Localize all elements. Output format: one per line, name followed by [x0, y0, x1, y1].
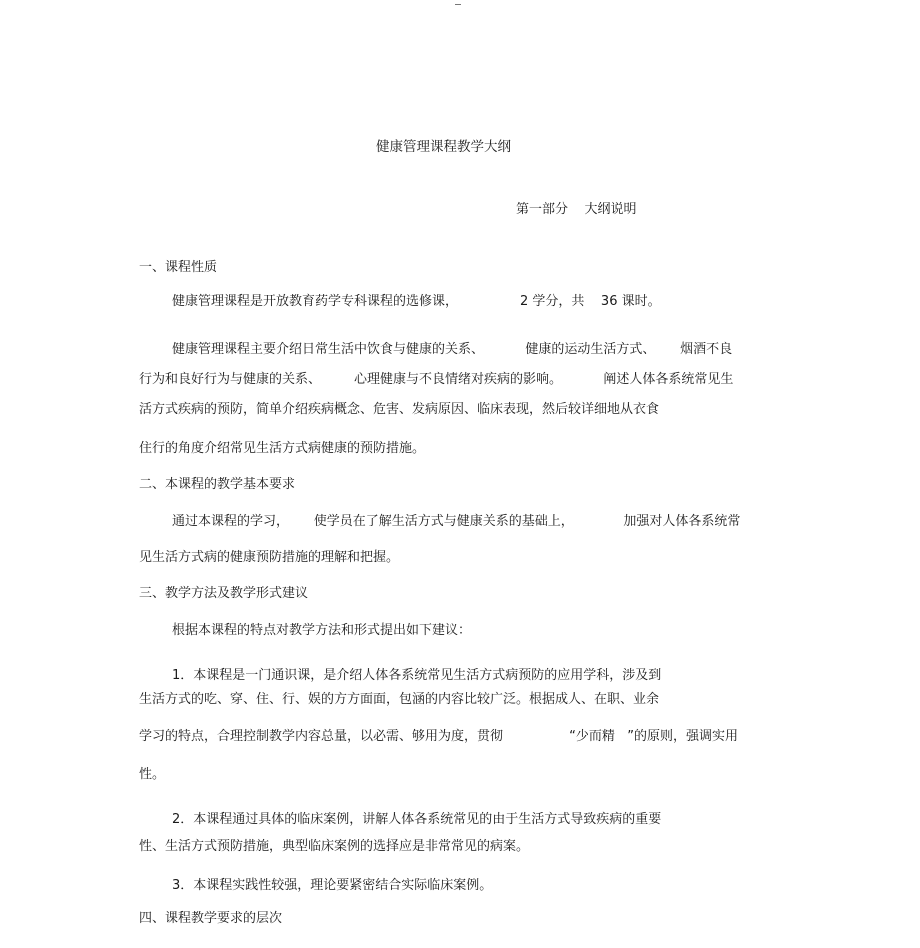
- section-heading-1: 一、课程性质: [139, 260, 218, 275]
- paragraph-line: 性。: [139, 767, 166, 782]
- part-heading: 第一部分 大纲说明: [516, 202, 637, 217]
- section-heading-4: 四、课程教学要求的层次: [139, 911, 283, 926]
- paragraph-line: 见生活方式病的健康预防措施的理解和把握。: [139, 550, 400, 565]
- list-item-2: 2．本课程通过具体的临床案例，讲解人体各系统常见的由于生活方式导致疾病的重要: [172, 812, 662, 827]
- page-top-mark: [455, 4, 461, 5]
- paragraph-line: 性、生活方式预防措施，典型临床案例的选择应是非常常见的病案。: [139, 839, 530, 854]
- paragraph-line: 健康管理课程主要介绍日常生活中饮食与健康的关系、 健康的运动生活方式、 烟酒不良: [172, 342, 733, 357]
- paragraph-line: 生活方式的吃、穿、住、行、娱的方方面面，包涵的内容比较广泛。根据成人、在职、业余: [139, 692, 660, 707]
- paragraph-line: 根据本课程的特点对教学方法和形式提出如下建议：: [172, 623, 472, 638]
- paragraph-line: 学习的特点，合理控制教学内容总量，以必需、够用为度，贯彻 “少而精 ”的原则，强调实用: [139, 729, 738, 744]
- list-item-3: 3．本课程实践性较强，理论要紧密结合实际临床案例。: [172, 878, 493, 893]
- document-title: 健康管理课程教学大纲: [376, 139, 511, 155]
- paragraph-line: 活方式疾病的预防，简单介绍疾病概念、危害、发病原因、临床表现，然后较详细地从衣食: [139, 402, 660, 417]
- paragraph-line: 住行的角度介绍常见生活方式病健康的预防措施。: [139, 441, 426, 456]
- section-heading-3: 三、教学方法及教学形式建议: [139, 586, 309, 601]
- section-heading-2: 二、本课程的教学基本要求: [139, 477, 296, 492]
- list-item-1: 1．本课程是一门通识课，是介绍人体各系统常见生活方式病预防的应用学科，涉及到: [172, 668, 662, 683]
- paragraph-line: 行为和良好行为与健康的关系、 心理健康与不良情绪对疾病的影响。 阐述人体各系统常见生: [139, 372, 734, 387]
- paragraph-line: 健康管理课程是开放教育药学专科课程的选修课， 2 学分，共 36 课时。: [172, 294, 661, 309]
- paragraph-line: 通过本课程的学习， 使学员在了解生活方式与健康关系的基础上， 加强对人体各系统常: [172, 514, 741, 529]
